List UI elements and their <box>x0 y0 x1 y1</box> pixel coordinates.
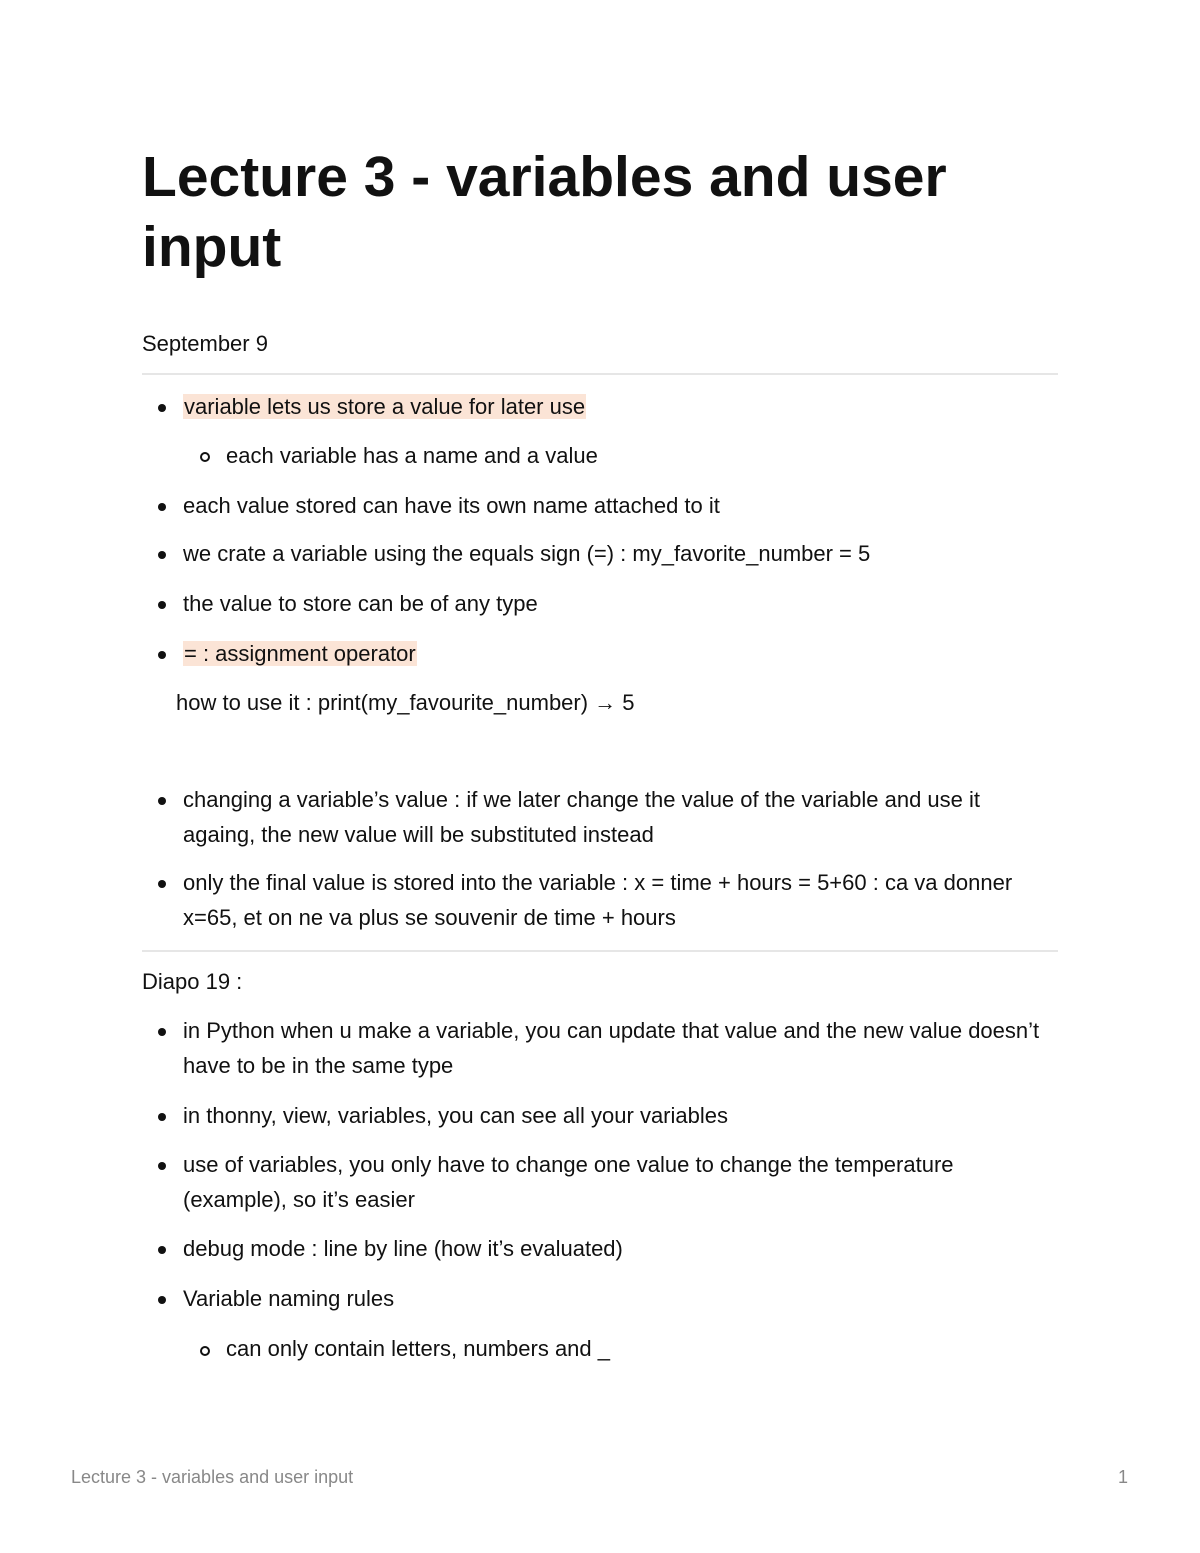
page-title: Lecture 3 - variables and user input <box>142 145 947 279</box>
sub-bullet-icon <box>200 1346 210 1356</box>
section-label: Diapo 19 : <box>142 969 243 994</box>
list-item: debug mode : line by line (how it’s evaluated) <box>183 1236 623 1261</box>
bullet-icon <box>158 1028 166 1036</box>
bullet-icon <box>158 880 166 888</box>
list-item: each variable has a name and a value <box>226 443 598 468</box>
divider <box>142 950 1058 952</box>
list-item: use of variables, you only have to change one value to change the temperature (example), so it’s easier <box>183 1152 954 1212</box>
date-label: September 9 <box>142 331 268 356</box>
list-item: in Python when u make a variable, you can update that value and the new value doesn’t have to be in the same type <box>183 1018 1040 1078</box>
page-number: 1 <box>1118 1467 1129 1487</box>
list-item <box>183 636 1043 671</box>
divider <box>142 373 1058 375</box>
list-item: we crate a variable using the equals sign (=) : my_favorite_number = 5 <box>183 541 871 566</box>
highlighted-text: variable lets us store a value for later use <box>184 394 586 419</box>
bullet-icon <box>158 1113 166 1121</box>
bullet-icon <box>158 551 166 559</box>
list-item: in thonny, view, variables, you can see all your variables <box>183 1103 728 1128</box>
list-item: the value to store can be of any type <box>183 591 538 616</box>
list-item: changing a variable’s value : if we later change the value of the variable and use it againg, the new value will be substituted instead <box>183 787 980 847</box>
list-item <box>183 389 1043 424</box>
bullet-icon <box>158 404 166 412</box>
bullet-icon <box>158 1162 166 1170</box>
bullet-icon <box>158 1246 166 1254</box>
bullet-icon <box>158 601 166 609</box>
list-item: each value stored can have its own name attached to it <box>183 493 720 518</box>
sub-bullet-icon <box>200 452 210 462</box>
highlighted-text: = : assignment operator <box>184 641 416 666</box>
footer-title: Lecture 3 - variables and user input <box>71 1467 354 1487</box>
bullet-icon <box>158 651 166 659</box>
list-item: Variable naming rules <box>183 1286 395 1311</box>
bullet-icon <box>158 797 166 805</box>
list-item: only the final value is stored into the variable : x = time + hours = 5+60 : ca va donner x=65, et on ne va plus se souvenir de time + hours <box>183 870 1013 930</box>
bullet-icon <box>158 503 166 511</box>
paragraph: how to use it : print(my_favourite_number) → 5 <box>176 690 635 715</box>
list-item: can only contain letters, numbers and _ <box>226 1336 611 1361</box>
bullet-icon <box>158 1296 166 1304</box>
